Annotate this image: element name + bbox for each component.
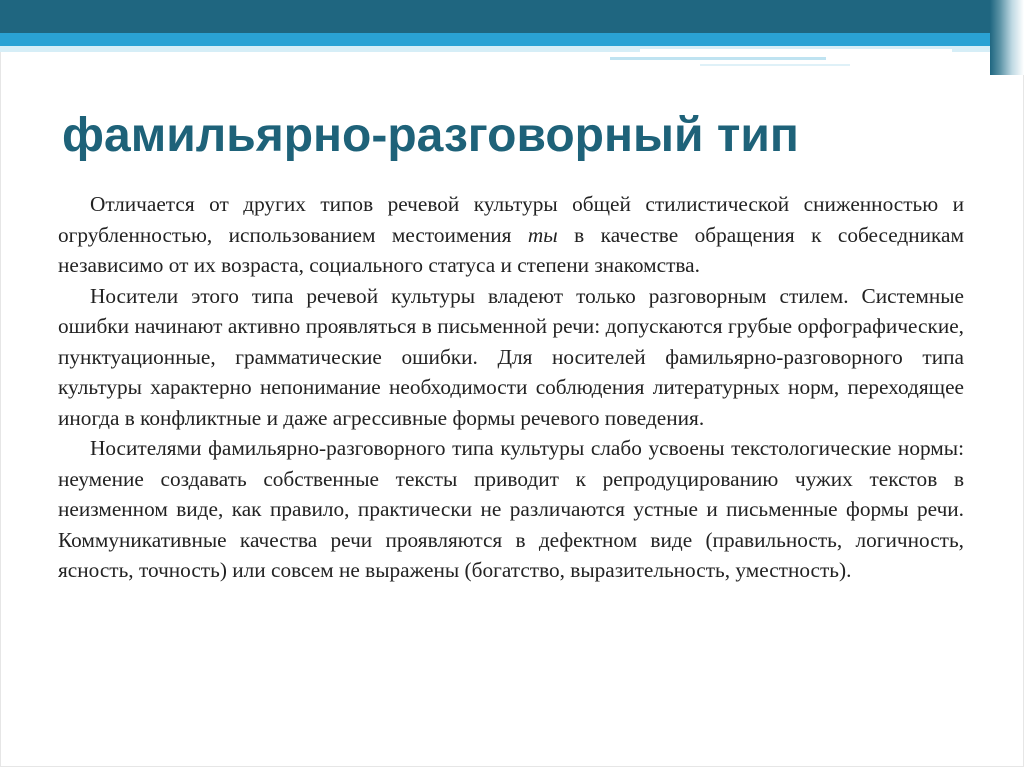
slide-title: фамильярно-разговорный тип — [62, 109, 799, 162]
header-stripe — [610, 57, 826, 60]
paragraph-1-text-start: Отличается от других типов речевой культуры общей стилистической сниженностью и огрубленностью, использованием местоимения — [58, 192, 964, 247]
paragraph-1-emphasis: ты — [527, 222, 558, 247]
header-stripe — [640, 49, 952, 53]
paragraph-1 — [58, 189, 964, 281]
slide-body — [58, 189, 964, 586]
paragraph-1-text-end: в качестве обращения к собеседникам независимо от их возраста, социального статуса и степени знакомства. — [58, 222, 964, 277]
decorative-header-band — [0, 0, 1024, 75]
paragraph-2: Носители этого типа речевой культуры владеют только разговорным стилем. Системные ошибки начинают активно проявляться в письменной речи: допускаются грубые орфографические, пунктуационные, грамматические ошибки. Для носителей фамильярно-разговорного типа культуры характерно непонимание необходимости соблюдения литературных норм, переходящее иногда в конфликтные и даже агрессивные формы речевого поведения. — [58, 283, 964, 430]
header-stripe — [700, 64, 850, 66]
header-band-dark — [0, 0, 1024, 33]
header-band-mid — [0, 33, 1024, 46]
paragraph-3: Носителями фамильярно-разговорного типа культуры слабо усвоены текстологические нормы: неумение создавать собственные тексты приводит к репродуцированию чужих текстов в неизменном виде, как правило, практически не различаются устные и письменные формы речи. Коммуникативные качества речи проявляются в дефектном виде (правильность, логичность, ясность, точность) или совсем не выражены (богатство, выразительность, уместность). — [58, 436, 964, 582]
header-corner-shade — [990, 0, 1024, 75]
